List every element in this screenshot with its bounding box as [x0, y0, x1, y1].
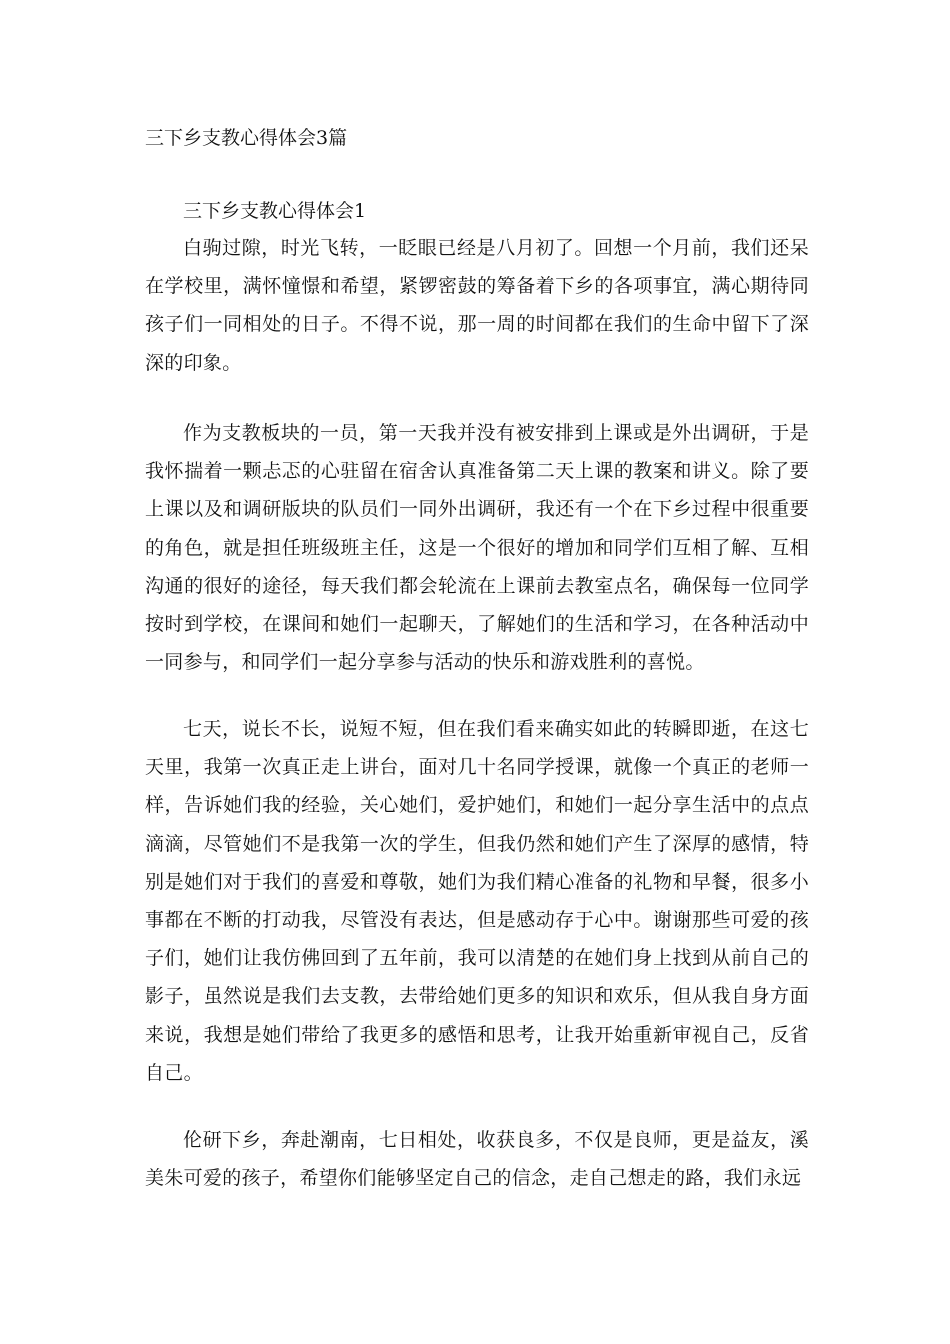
- paragraph-3: 七天，说长不长，说短不短，但在我们看来确实如此的转瞬即逝，在这七天里，我第一次真正走上讲台，面对几十名同学授课，就像一个真正的老师一样，告诉她们我的经验，关心她们，爱护她们，和她们一起分享生活中的点点滴滴，尽管她们不是我第一次的学生，但我仍然和她们产生了深厚的感情，特别是她们对于我们的喜爱和尊敬，她们为我们精心准备的礼物和早餐，很多小事都在不断的打动我，尽管没有表达，但是感动存于心中。谢谢那些可爱的孩子们，她们让我仿佛回到了五年前，我可以清楚的在她们身上找到从前自己的影子，虽然说是我们去支教，去带给她们更多的知识和欢乐，但从我自身方面来说，我想是她们带给了我更多的感悟和思考，让我开始重新审视自己，反省自己。: [145, 718, 809, 1084]
- document-title: 三下乡支教心得体会3篇: [145, 127, 348, 149]
- section-title: 三下乡支教心得体会1: [183, 200, 367, 222]
- paragraph-2: 作为支教板块的一员，第一天我并没有被安排到上课或是外出调研，于是我怀揣着一颗忐忑的心驻留在宿舍认真准备第二天上课的教案和讲义。除了要上课以及和调研版块的队员们一同外出调研，我还有一个在下乡过程中很重要的角色，就是担任班级班主任，这是一个很好的增加和同学们互相了解、互相沟通的很好的途径，每天我们都会轮流在上课前去教室点名，确保每一位同学按时到学校，在课间和她们一起聊天，了解她们的生活和学习，在各种活动中一同参与，和同学们一起分享参与活动的快乐和游戏胜利的喜悦。: [145, 422, 809, 674]
- paragraph-4: 伦研下乡，奔赴潮南，七日相处，收获良多，不仅是良师，更是益友，溪美朱可爱的孩子，希望你们能够坚定自己的信念，走自己想走的路，我们永远: [145, 1129, 809, 1190]
- paragraph-1: 白驹过隙，时光飞转，一眨眼已经是八月初了。回想一个月前，我们还呆在学校里，满怀憧憬和希望，紧锣密鼓的筹备着下乡的各项事宜，满心期待同孩子们一同相处的日子。不得不说，那一周的时间都在我们的生命中留下了深深的印象。: [145, 237, 809, 374]
